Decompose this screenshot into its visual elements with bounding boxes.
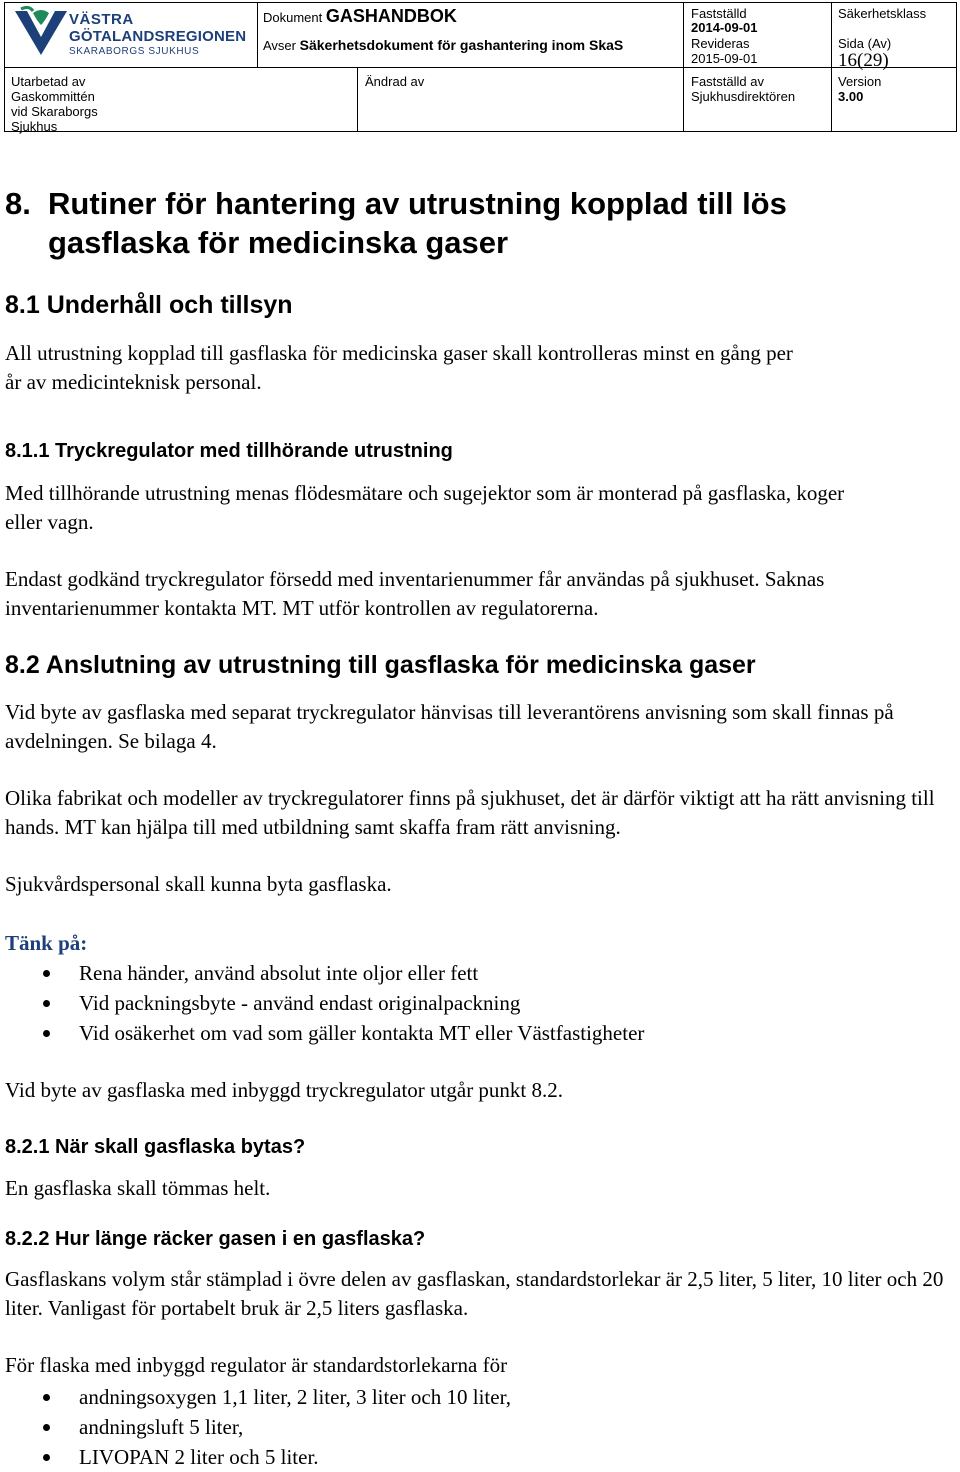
paragraph-8-2b: Olika fabrikat och modeller av tryckregulatorer finns på sjukhuset, det är därför viktigt att ha rätt anvisning till hands. MT kan hjälpa till med utbildning samt skaffa fram rätt anvisning.	[5, 786, 935, 839]
revideras-label: Revideras	[691, 36, 750, 51]
version-value: 3.00	[838, 89, 864, 104]
andrad-label: Ändrad av	[365, 74, 425, 89]
tank-pa-label: Tänk på:	[5, 931, 88, 955]
utarbetad-value: Gaskommittén vid Skaraborgs Sjukhus	[11, 89, 98, 134]
vgr-logo	[5, 3, 257, 67]
sida-label: Sida (Av)	[838, 36, 892, 51]
paragraph-8-1: All utrustning kopplad till gasflaska för medicinska gaser skall kontrolleras minst en gång per år av medicinteknisk personal.	[5, 341, 793, 394]
dokument-label: Dokument	[263, 10, 323, 25]
avser-label: Avser	[263, 38, 296, 53]
faststalld-label: Fastställd	[691, 6, 747, 21]
sakerhetsklass-label: Säkerhetsklass	[838, 6, 927, 21]
faststalld-date: 2014-09-01	[691, 20, 758, 35]
dokument-cell	[263, 6, 457, 26]
heading-8	[5, 184, 905, 262]
sida-value: 16(29)	[838, 50, 889, 71]
list-item: andningsoxygen 1,1 liter, 2 liter, 3 liter och 10 liter,	[5, 1382, 945, 1412]
vgr-logo-icon	[11, 5, 71, 61]
heading-8-number: 8.	[5, 186, 31, 221]
avser-cell	[263, 38, 623, 53]
paragraph-8-2-1: En gasflaska skall tömmas helt.	[5, 1176, 271, 1200]
document-header	[4, 2, 957, 132]
heading-8-2: 8.2 Anslutning av utrustning till gasflaska för medicinska gaser	[5, 651, 756, 679]
heading-8-1-1: 8.1.1 Tryckregulator med tillhörande utrustning	[5, 440, 453, 462]
logo-line-2: GÖTALANDSREGIONEN	[69, 28, 247, 45]
heading-8-1: 8.1 Underhåll och tillsyn	[5, 291, 293, 319]
size-list	[5, 1382, 945, 1472]
paragraph-8-2d: Vid byte av gasflaska med inbyggd tryckregulator utgår punkt 8.2.	[5, 1078, 564, 1102]
paragraph-8-2-2a: Gasflaskans volym står stämplad i övre delen av gasflaskan, standardstorlekar är 2,5 liter, 5 liter, 10 liter och 20 liter. Vanligast för portabelt bruk är 2,5 liters gasflaska.	[5, 1267, 944, 1320]
avser-value: Säkerhetsdokument för gashantering inom SkaS	[299, 37, 624, 53]
heading-8-2-1: 8.2.1 När skall gasflaska bytas?	[5, 1136, 306, 1158]
faststalld-av-label: Fastställd av	[691, 74, 764, 89]
list-item: Vid osäkerhet om vad som gäller kontakta MT eller Västfastigheter	[5, 1018, 945, 1048]
paragraph-8-2-2b: För flaska med inbyggd regulator är standardstorlekarna för	[5, 1353, 508, 1377]
heading-8-2-2: 8.2.2 Hur länge räcker gasen i en gasflaska?	[5, 1228, 426, 1250]
paragraph-8-2c: Sjukvårdspersonal skall kunna byta gasflaska.	[5, 872, 392, 896]
list-item: andningsluft 5 liter,	[5, 1412, 945, 1442]
list-item: Rena händer, använd absolut inte oljor eller fett	[5, 958, 945, 988]
heading-8-text	[5, 184, 905, 262]
tank-pa-list	[5, 958, 945, 1048]
list-item: LIVOPAN 2 liter och 5 liter.	[5, 1442, 945, 1472]
list-item: Vid packningsbyte - använd endast originalpackning	[5, 988, 945, 1018]
revideras-date: 2015-09-01	[691, 51, 758, 66]
faststalld-av-value: Sjukhusdirektören	[691, 89, 796, 104]
utarbetad-label: Utarbetad av	[11, 74, 86, 89]
paragraph-8-2a: Vid byte av gasflaska med separat tryckregulator hänvisas till leverantörens anvisning som skall finnas på avdelningen. Se bilaga 4.	[5, 700, 894, 753]
logo-line-3: SKARABORGS SJUKHUS	[69, 46, 200, 57]
logo-line-1: VÄSTRA	[69, 11, 134, 28]
heading-8-title: Rutiner för hantering av utrustning kopplad till lös gasflaska för medicinska gaser	[48, 186, 787, 260]
version-label: Version	[838, 74, 882, 89]
dokument-value: GASHANDBOK	[325, 6, 457, 26]
paragraph-8-1-1a: Med tillhörande utrustning menas flödesmätare och sugejektor som är monterad på gasflaska, koger eller vagn.	[5, 481, 845, 534]
paragraph-8-1-1b: Endast godkänd tryckregulator försedd med inventarienummer får användas på sjukhuset. Saknas inventarienummer kontakta MT. MT utför kontrollen av regulatorerna.	[5, 567, 825, 620]
